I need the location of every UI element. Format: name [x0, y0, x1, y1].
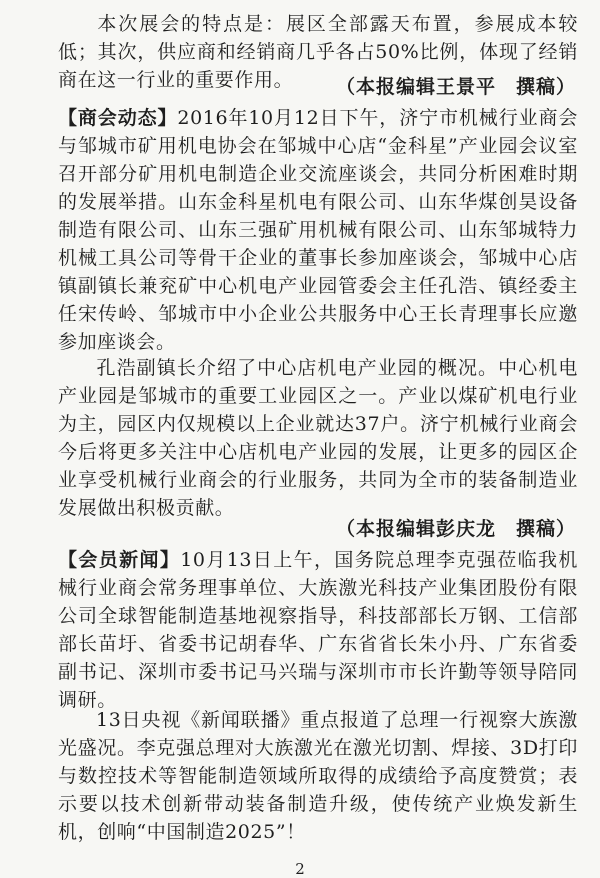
paragraph-text: 孔浩副镇长介绍了中心店机电产业园的概况。中心机电产业园是邹城市的重要工业园区之一。产业以煤矿机电行业为主，园区内仅规模以上企业就达37户。济宁机械行业商会今后将更多关注中心店机电产业园的发展，让更多的园区企业享受机械行业商会的行业服务，共同为全市的装备制造业发展做出积极贡献。 — [58, 357, 578, 519]
page-number: 2 — [295, 860, 305, 878]
section-label-member-news: 【会员新闻】 — [58, 549, 181, 571]
paragraph-industrial-park — [58, 354, 578, 522]
paragraph-text: 2016年10月12日下午，济宁市机械行业商会与邹城市矿用机电协会在邹城中心店“金科星”产业园会议室召开部分矿用机电制造企业交流座谈会，共同分析困难时期的发展举措。山东金科星机电有限公司、山东华煤创昊设备制造有限公司、山东三强矿用机械有限公司、山东邹城特力机械工具公司等骨干企业的董事长参加座谈会，邹城中心店镇副镇长兼兖矿中心机电产业园管委会主任孔浩、镇经委主任宋传岭、邹城市中小企业公共服务中心王长青理事长应邀参加座谈会。 — [58, 107, 578, 353]
section-label-chamber-news: 【商会动态】 — [58, 107, 178, 129]
paragraph-chamber-news — [58, 104, 578, 356]
paragraph-member-news — [58, 546, 578, 714]
byline-wang-jingping: （本报编辑王景平 撰稿） — [335, 76, 576, 98]
paragraph-text: 10月13日上午，国务院总理李克强莅临我机械行业商会常务理事单位、大族激光科技产业集团股份有限公司全球智能制造基地视察指导，科技部部长万钢、工信部部长苗圩、省委书记胡春华、广东省省长朱小丹、广东省委副书记、深圳市委书记马兴瑞与深圳市市长许勤等领导陪同调研。 — [58, 549, 578, 711]
paragraph-text: 13日央视《新闻联播》重点报道了总理一行视察大族激光盛况。李克强总理对大族激光在激光切割、焊接、3D打印与数控技术等智能制造领域所取得的成绩给予高度赞赏；表示要以技术创新带动装备制造升级，使传统产业焕发新生机，创响“中国制造2025”！ — [58, 709, 578, 843]
paragraph-cctv-report — [58, 706, 578, 846]
paragraph-text: 本次展会的特点是：展区全部露天布置，参展成本较低；其次，供应商和经销商几乎各占50%比例，体现了经销商在这一行业的重要作用。 — [58, 13, 578, 91]
byline-peng-qinglong: （本报编辑彭庆龙 撰稿） — [335, 518, 576, 540]
